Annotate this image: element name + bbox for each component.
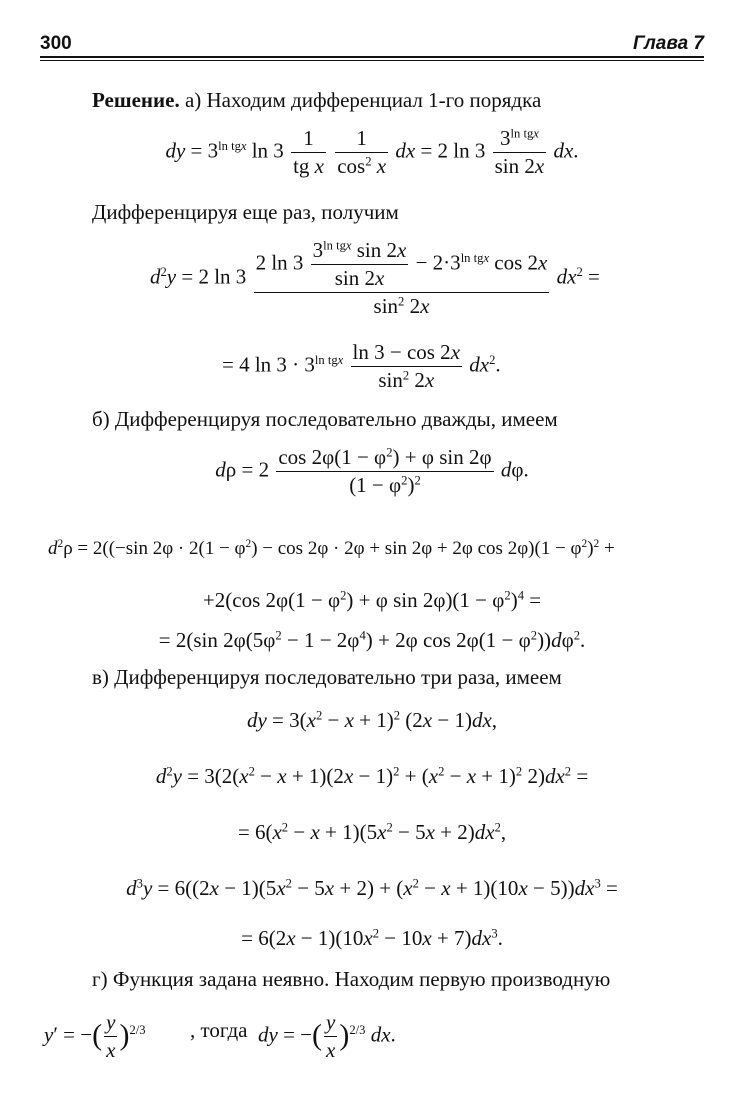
formula-dy-c: dy = $3(x^2 - x + 1)^2$ (2x − 1)dx, xyxy=(246,708,498,732)
page-number: 300 xyxy=(40,33,72,54)
text-part-d: г) Функция задана неявно. Находим первую производную xyxy=(92,967,611,991)
formula-yprime: y′ = −( $\frac{y}{x}$ )$^{2/3}$ xyxy=(44,1010,146,1062)
text-diff-again: Дифференцируя еще раз, получим xyxy=(92,200,399,224)
chapter-title: Глава 7 xyxy=(633,33,704,54)
formula-d2rho-line3: = 2(sin $2\varphi(5\varphi^2 - 1 - 2\varphi^4) + 2\varphi$ $\cos 2\varphi(1 - \varphi^2))d\varphi^2$. xyxy=(158,628,586,652)
formula-d3y-c: $d^3y = 6((2x - 1)(5x^2 - 5x + 2) + (x^2 - x + 1)(10x - 5))dx^3$ = xyxy=(126,876,618,900)
formula-d2y: $d^2y = 2$ ln 3 2 ln 3 $\frac{3^{ln tgx} \sin 2x}{\sin 2x}$ − $2\cdot 3^{ln tgx}$ cos 2x $\sin^2 2x$ $dx^2$ = xyxy=(150,238,600,318)
formula-dy: dy = $3^{ln tgx}$ ln 3 $\frac{1}{\text{tg x}}$ $\frac{1}{\cos^2 x}$ dx = 2 ln 3 $\frac{3^{ln tgx}}{\sin 2x}$ dx. xyxy=(165,126,579,178)
page-header xyxy=(40,33,704,55)
text-then: , тогда xyxy=(190,1018,248,1042)
formula-d2y-c-result: = $6(x^2 - x + 1)(5x^2 - 5x + 2)dx^2$, xyxy=(237,820,507,844)
formula-d2rho-line2: +2(cos $2\varphi(1 - \varphi^2) + \varphi$ $\sin 2\varphi)(1 - \varphi^2)^4$ = xyxy=(202,588,542,612)
text-part-b: б) Дифференцируя последовательно дважды, имеем xyxy=(92,407,558,431)
formula-d2rho-line1: $d^2\rho = 2((-\sin$ $2\varphi \cdot 2(1 - \varphi^2) - \cos 2\varphi \cdot 2\varphi + \sin 2\varphi + 2\varphi$ $\cos 2\varphi)(1 - \varphi^2)^2$ + xyxy=(48,538,615,559)
solution-label: Решение. xyxy=(92,88,180,112)
formula-drho: dρ = 2 $\frac{\cos 2\varphi(1 - \varphi^2) + \varphi \sin 2\varphi}{(1 - \varphi^2)^2}$ dφ. xyxy=(215,445,529,497)
header-rule-thin xyxy=(40,60,704,61)
formula-d2y-c: $d^2y = 3(2(x^2 - x + 1)(2x - 1)^2 + (x^2 - x + 1)^2$ $2)dx^2$ = xyxy=(155,764,589,788)
formula-d2y-result: = 4 $\ln 3 \cdot 3^{ln tgx}$ $\frac{\ln 3 - \cos 2x}{\sin^2 2x}$ $dx^2$. xyxy=(222,340,501,392)
formula-d3y-c-result: = $6(2x - 1)(10x^2 - 10x + 7)dx^3$. xyxy=(241,926,503,950)
solution-line xyxy=(92,88,541,113)
solution-text: а) Находим дифференциал 1-го порядка xyxy=(179,88,542,112)
text-part-c: в) Дифференцируя последовательно три раза, имеем xyxy=(92,665,562,689)
formula-dy-d: dy = −( $\frac{y}{x}$ )$^{2/3}$ dx. xyxy=(258,1010,396,1062)
header-rule xyxy=(40,56,704,58)
